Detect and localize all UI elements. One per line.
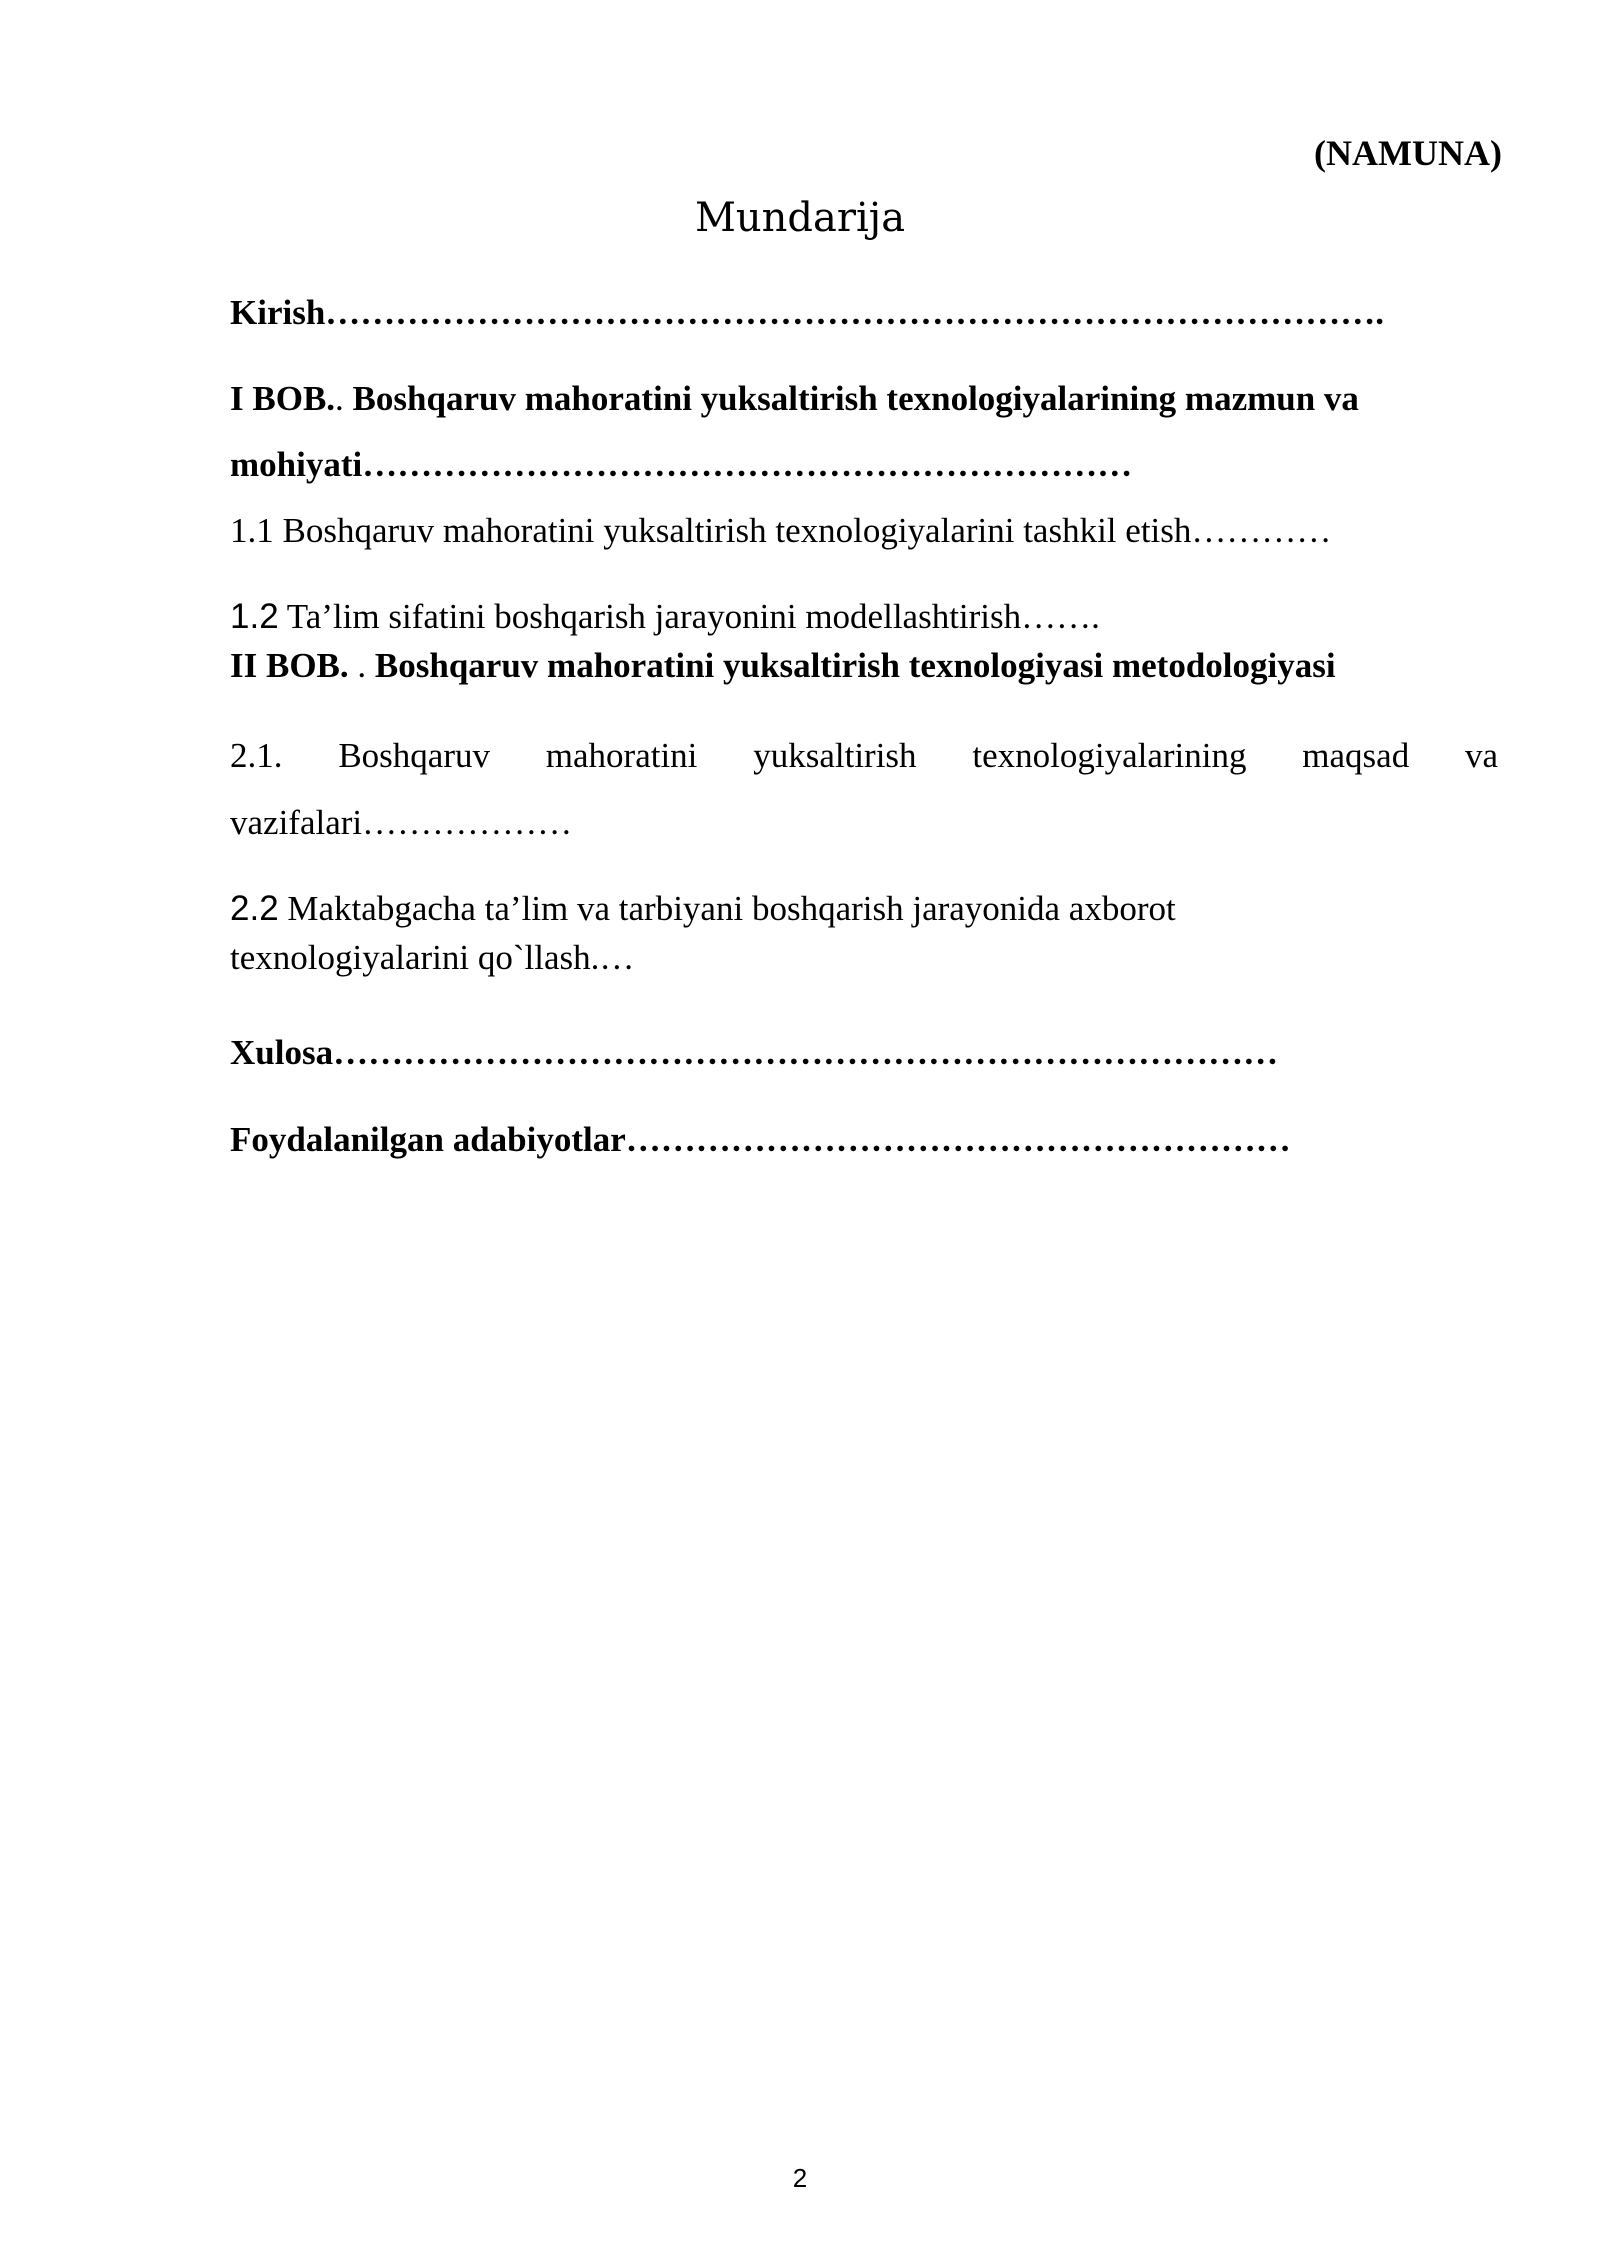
toc-entry-section-1-2 <box>230 596 1100 638</box>
toc-entry-section-2-2 <box>230 888 1176 930</box>
toc-entry-chapter2 <box>230 645 1336 687</box>
toc-entry-section-2-1 <box>230 735 1498 777</box>
section-2-1-word: 2.1. <box>230 736 283 775</box>
section-2-1-word: va <box>1465 736 1499 775</box>
section-2-1-word: Boshqaruv <box>338 736 490 775</box>
chapter1-separator: . <box>335 379 344 418</box>
toc-entry-conclusion: Xulosa……………………………………………………………………… <box>230 1033 1279 1072</box>
toc-entry-section-2-1-continued: vazifalari……………… <box>230 803 573 842</box>
section-2-1-word: yuksaltirish <box>753 736 917 775</box>
section-1-2-number: 1.2 <box>230 597 279 636</box>
chapter2-title: Boshqaruv mahoratini yuksaltirish texnologiyasi metodologiyasi <box>366 646 1336 685</box>
chapter2-separator: . <box>348 646 367 685</box>
toc-entry-references: Foydalanilgan adabiyotlar………………………………………………… <box>230 1120 1291 1159</box>
page-title: Mundarija <box>694 195 906 241</box>
toc-entry-intro: Kirish………………………………………………………………………………. <box>230 293 1385 332</box>
section-2-2-title: Maktabgacha ta’lim va tarbiyani boshqarish jarayonida axborot <box>278 889 1176 928</box>
sample-label: (NAMUNA) <box>1314 133 1502 173</box>
page-number: 2 <box>792 2163 808 2193</box>
chapter1-title: Boshqaruv mahoratini yuksaltirish texnologiyalarining mazmun va <box>343 379 1359 418</box>
toc-entry-section-1-1: 1.1 Boshqaruv mahoratini yuksaltirish texnologiyalarini tashkil etish………… <box>230 511 1332 550</box>
toc-entry-chapter1 <box>230 378 1359 420</box>
toc-entry-chapter1-continued: mohiyati………………………………………………………… <box>230 445 1133 484</box>
chapter2-label: II BOB. <box>230 646 349 685</box>
section-2-1-word: texnologiyalarining <box>972 736 1247 775</box>
section-2-1-word: maqsad <box>1302 736 1410 775</box>
section-2-2-number: 2.2 <box>230 889 279 928</box>
section-1-2-title: Ta’lim sifatini boshqarish jarayonini modellashtirish……. <box>278 597 1100 636</box>
toc-entry-section-2-2-continued: texnologiyalarini qo`llash.… <box>230 938 635 977</box>
chapter1-label: I BOB. <box>230 379 336 418</box>
section-2-1-word: mahoratini <box>545 736 698 775</box>
